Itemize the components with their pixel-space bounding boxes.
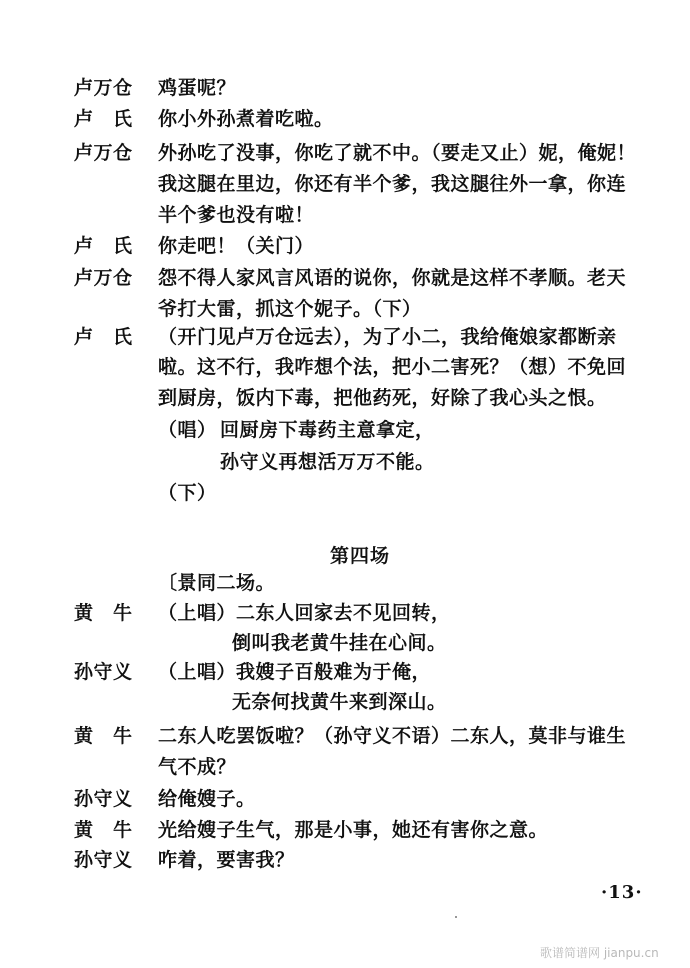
- dialogue-line: 半个爹也没有啦！: [158, 204, 315, 226]
- speaker-label: 孙守义: [74, 849, 133, 871]
- dialogue-line: （上唱）二东人回家去不见回转，: [158, 602, 451, 624]
- dialogue-line: 爷打大雷，抓这个妮子。（下）: [158, 298, 422, 320]
- speaker-label: 卢 氏: [74, 108, 133, 130]
- speaker-label: 孙守义: [74, 788, 133, 810]
- speaker-label: 黄 牛: [74, 725, 133, 747]
- dialogue-line: （开门见卢万仓远去），为了小二，我给俺娘家都断亲: [158, 326, 617, 348]
- speaker-label: 卢万仓: [74, 77, 133, 99]
- dialogue-line: 怨不得人家风言风语的说你，你就是这样不孝顺。老天: [158, 267, 627, 289]
- song-line: 孙守义再想活万万不能。: [220, 451, 435, 473]
- speaker-label: 孙守义: [74, 661, 133, 683]
- dialogue-line: （上唱）我嫂子百般难为于俺，: [158, 661, 432, 683]
- dialogue-line: 你走吧！（关门）: [158, 235, 315, 257]
- dialogue-line: 外孙吃了没事，你吃了就不中。（要走又止）妮，俺妮！: [158, 142, 637, 164]
- speaker-label: 卢万仓: [74, 267, 133, 289]
- dialogue-line: 气不成？: [158, 756, 237, 778]
- dialogue-line: 鸡蛋呢？: [158, 77, 237, 99]
- speaker-label: 卢万仓: [74, 142, 133, 164]
- song-line: 回厨房下毒药主意拿定，: [220, 419, 435, 441]
- print-speck: [455, 916, 457, 918]
- dialogue-line: 啦。这不行，我咋想个法，把小二害死？（想）不免回: [158, 356, 627, 378]
- dialogue-line: 咋着，要害我？: [158, 849, 295, 871]
- speaker-label: 卢 氏: [74, 235, 133, 257]
- song-line: 倒叫我老黄牛挂在心间。: [232, 632, 447, 654]
- song-marker: （唱）: [158, 419, 217, 441]
- scene-direction: 〔景同二场。: [158, 572, 276, 594]
- speaker-label: 黄 牛: [74, 819, 133, 841]
- scene-title: 第四场: [330, 545, 391, 567]
- dialogue-line: 给俺嫂子。: [158, 788, 256, 810]
- dialogue-line: 到厨房，饭内下毒，把他药死，好除了我心头之恨。: [158, 387, 607, 409]
- dialogue-line: 你小外孙煮着吃啦。: [158, 108, 334, 130]
- dialogue-line: 光给嫂子生气，那是小事，她还有害你之意。: [158, 819, 549, 841]
- page-number: ·13·: [601, 882, 643, 903]
- watermark: 歌谱简谱网 jianpu.cn: [540, 946, 659, 960]
- song-line: 无奈何找黄牛来到深山。: [232, 691, 447, 713]
- dialogue-line: 二东人吃罢饭啦？（孙守义不语）二东人，莫非与谁生: [158, 725, 627, 747]
- speaker-label: 黄 牛: [74, 602, 133, 624]
- stage-direction: （下）: [158, 482, 217, 504]
- speaker-label: 卢 氏: [74, 326, 133, 348]
- dialogue-line: 我这腿在里边，你还有半个爹，我这腿往外一拿，你连: [158, 173, 627, 195]
